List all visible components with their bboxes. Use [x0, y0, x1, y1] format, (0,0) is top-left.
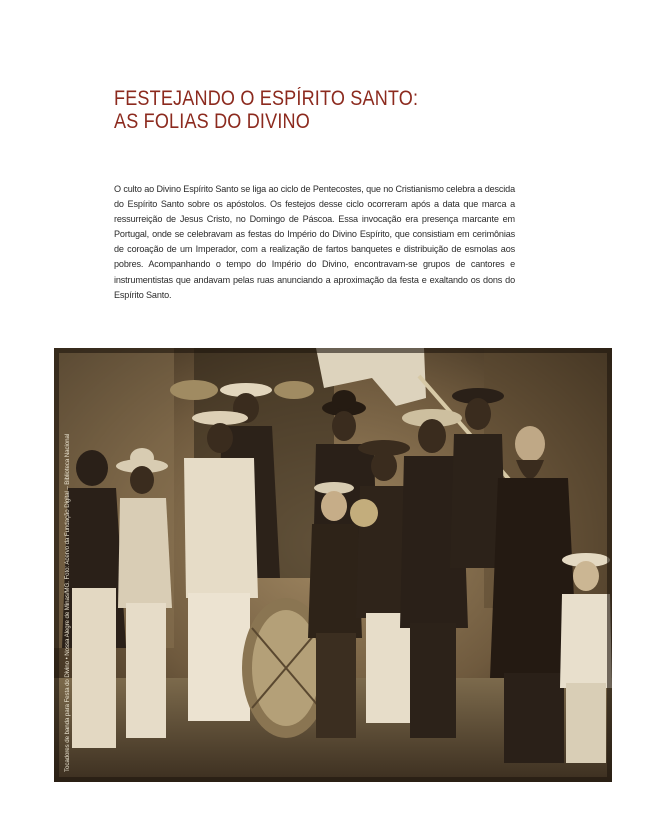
title-line-1: FESTEJANDO O ESPÍRITO SANTO:	[114, 87, 419, 110]
title-line-2: AS FOLIAS DO DIVINO	[114, 110, 310, 133]
band-photo-illustration	[54, 348, 612, 782]
article-title	[114, 87, 475, 133]
article-body: O culto ao Divino Espírito Santo se liga ao ciclo de Pentecostes, que no Cristianismo celebra a descida do Espírito Santo sobre os apóstolos. Os festejos desse ciclo ocorreram após a data que marca a ressurreição de Jesus Cristo, no Domingo de Páscoa. Essa invocação era presença marcante em Portugal, onde se celebravam as festas do Império do Divino Espírito, que consistiam em cerimônias de coroação de um Imperador, com a realização de fartos banquetes e distribuição de esmolas aos pobres. Acompanhando o tempo do Império do Divino, encontravam-se grupos de cantores e instrumentistas que andavam pelas ruas anunciando a aproximação da festa e exaltando os dons do Espírito Santo.	[114, 184, 515, 300]
historical-photograph	[54, 348, 612, 782]
photo-caption: Tocadores de banda para Festa do Divino • Nossa Alegre de Minas/MG. Foto: Acervo da Fundação Digital – Biblioteca Nacional	[64, 433, 71, 772]
